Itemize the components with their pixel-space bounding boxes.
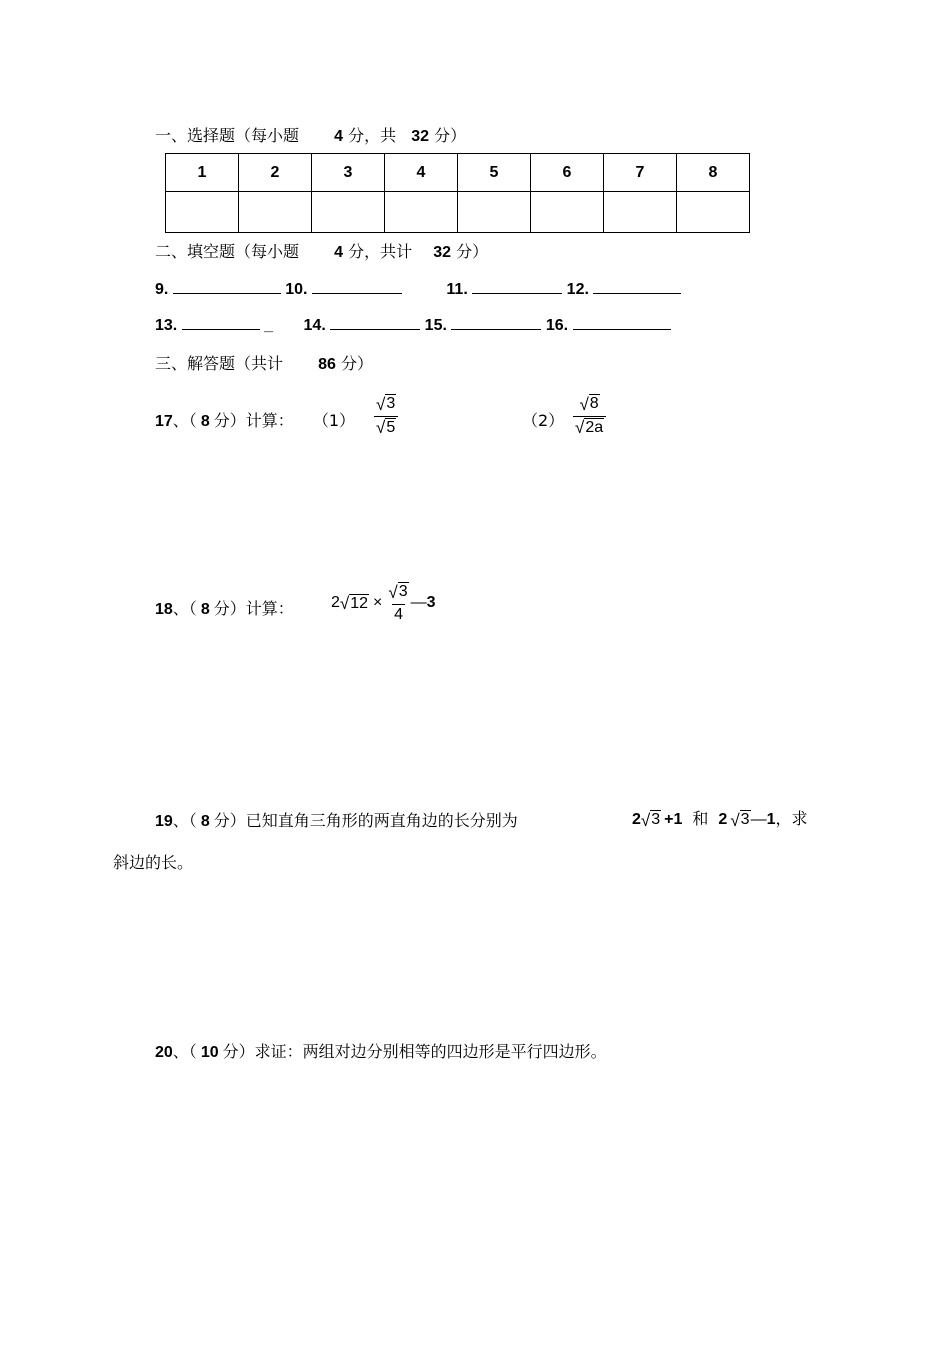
grid-answer-cell[interactable] — [677, 192, 750, 233]
q17-p1-numerator: 3 — [386, 395, 396, 412]
fill-blank-11[interactable] — [472, 279, 562, 294]
q19-a-coef: 2 — [632, 811, 641, 828]
q19-expression — [632, 806, 808, 829]
fill-blank-13[interactable] — [182, 315, 260, 330]
q17-sep: 、（ — [172, 411, 197, 430]
q18-tail: 3 — [426, 593, 436, 611]
section-3-end: 分） — [341, 354, 374, 373]
q17-p2-denominator: 2a — [585, 418, 604, 436]
fill-label-14: 14. — [303, 317, 326, 334]
grid-header-6: 6 — [531, 154, 604, 192]
grid-answer-cell[interactable] — [531, 192, 604, 233]
question-20-stem — [155, 1039, 607, 1062]
question-18-stem — [155, 596, 294, 619]
q19-b-radicand: 3 — [740, 811, 750, 829]
grid-header-5: 5 — [458, 154, 531, 192]
fill-blank-13-extra: _ — [264, 317, 274, 334]
section-1-end: 分） — [434, 126, 467, 145]
q19-text: 分）已知直角三角形的两直角边的长分别为 — [213, 811, 518, 830]
q19-points: 8 — [200, 813, 210, 830]
q17-part-2-label: （2） — [522, 411, 565, 430]
section-1-mid: 分，共 — [348, 126, 397, 145]
sqrt-icon: √ 12 — [339, 594, 369, 614]
question-19-stem — [155, 808, 518, 831]
q18-coefficient: 2 — [331, 593, 340, 611]
sqrt-icon: √ 3 — [730, 811, 750, 830]
q18-frac-numerator: 3 — [398, 583, 408, 600]
grid-header-2: 2 — [239, 154, 312, 192]
q18-text: 分）计算： — [213, 599, 294, 618]
fill-blank-16[interactable] — [573, 315, 671, 330]
q19-a-radicand: 3 — [651, 811, 661, 829]
section-2-end: 分） — [456, 242, 489, 261]
q18-expression — [331, 582, 436, 624]
q19-ask: ，求 — [775, 811, 808, 828]
q19-sep: 、（ — [172, 811, 197, 830]
section-2-title: 二、填空题（每小题 — [155, 242, 300, 261]
grid-answer-cell[interactable] — [604, 192, 677, 233]
q19-line-2: 斜边的长。 — [113, 853, 194, 872]
answer-grid — [165, 153, 750, 233]
section-2-total: 32 — [433, 244, 452, 261]
q19-a-tail: +1 — [664, 811, 683, 828]
section-3-heading — [155, 351, 373, 374]
fill-blank-10[interactable] — [312, 279, 402, 294]
q19-b-minus: — — [750, 811, 767, 828]
q17-p2-numerator: 8 — [589, 395, 599, 412]
grid-header-1: 1 — [166, 154, 239, 192]
q18-minus: — — [410, 593, 427, 611]
q17-p1-denominator: 5 — [386, 418, 396, 436]
fill-label-16: 16. — [545, 317, 569, 334]
q18-radicand: 12 — [350, 594, 369, 612]
question-17-stem — [155, 408, 355, 431]
q20-sep: 、（ — [172, 1042, 197, 1061]
q18-frac-denominator: 4 — [394, 605, 403, 623]
section-3-title: 三、解答题（共计 — [155, 354, 284, 373]
q19-b-coef: 2 — [718, 811, 728, 828]
q17-part-1-fraction — [374, 394, 398, 438]
section-3-total: 86 — [318, 356, 336, 373]
fill-row-1 — [155, 279, 681, 299]
q17-points: 8 — [200, 413, 210, 430]
sqrt-icon: √ 3 — [640, 811, 661, 830]
grid-header-3: 3 — [312, 154, 385, 192]
grid-answer-cell[interactable] — [385, 192, 458, 233]
grid-header-4: 4 — [385, 154, 458, 192]
grid-answer-cell[interactable] — [239, 192, 312, 233]
grid-header-7: 7 — [604, 154, 677, 192]
section-2-mid: 分，共计 — [348, 242, 413, 261]
grid-answer-cell[interactable] — [166, 192, 239, 233]
fill-row-2 — [155, 315, 671, 335]
fill-label-9: 9. — [155, 281, 169, 298]
section-1-heading — [155, 123, 466, 146]
q18-sep: 、（ — [172, 599, 197, 618]
sqrt-icon: √ 3 — [376, 394, 396, 414]
q20-points: 10 — [200, 1044, 219, 1061]
fill-blank-15[interactable] — [451, 315, 541, 330]
section-2-heading — [155, 239, 488, 262]
fill-label-10: 10. — [285, 281, 308, 298]
fill-blank-14[interactable] — [330, 315, 420, 330]
fill-label-11: 11. — [446, 281, 468, 298]
section-1-total: 32 — [411, 128, 430, 145]
q18-points: 8 — [200, 601, 210, 618]
sqrt-icon: √ 8 — [579, 394, 599, 414]
fill-blank-12[interactable] — [593, 279, 681, 294]
sqrt-icon: √ 5 — [376, 418, 396, 438]
section-1-title: 一、选择题（每小题 — [155, 126, 300, 145]
q18-times: × — [373, 593, 383, 611]
fill-label-13: 13. — [155, 317, 178, 334]
sqrt-icon: √ 3 — [388, 582, 408, 602]
fill-label-15: 15. — [424, 317, 447, 334]
grid-answer-cell[interactable] — [312, 192, 385, 233]
q19-b-tail: 1 — [766, 811, 776, 828]
q20-text: 分）求证：两组对边分别相等的四边形是平行四边形。 — [222, 1042, 607, 1061]
grid-header-8: 8 — [677, 154, 750, 192]
q17-part-2-fraction — [573, 394, 606, 438]
q17-number: 17 — [155, 413, 173, 430]
section-1-points-each: 4 — [334, 128, 344, 145]
q19-number: 19 — [155, 813, 173, 830]
sqrt-icon: √ 2a — [575, 418, 604, 438]
q19-and: 和 — [692, 811, 709, 828]
q18-number: 18 — [155, 601, 173, 618]
section-2-points-each: 4 — [334, 244, 344, 261]
q20-number: 20 — [155, 1044, 173, 1061]
fill-label-12: 12. — [566, 281, 589, 298]
grid-answer-cell[interactable] — [458, 192, 531, 233]
fill-blank-9[interactable] — [173, 279, 281, 294]
q17-text: 分）计算： — [213, 411, 294, 430]
q17-part-1-label: （1） — [312, 411, 356, 430]
